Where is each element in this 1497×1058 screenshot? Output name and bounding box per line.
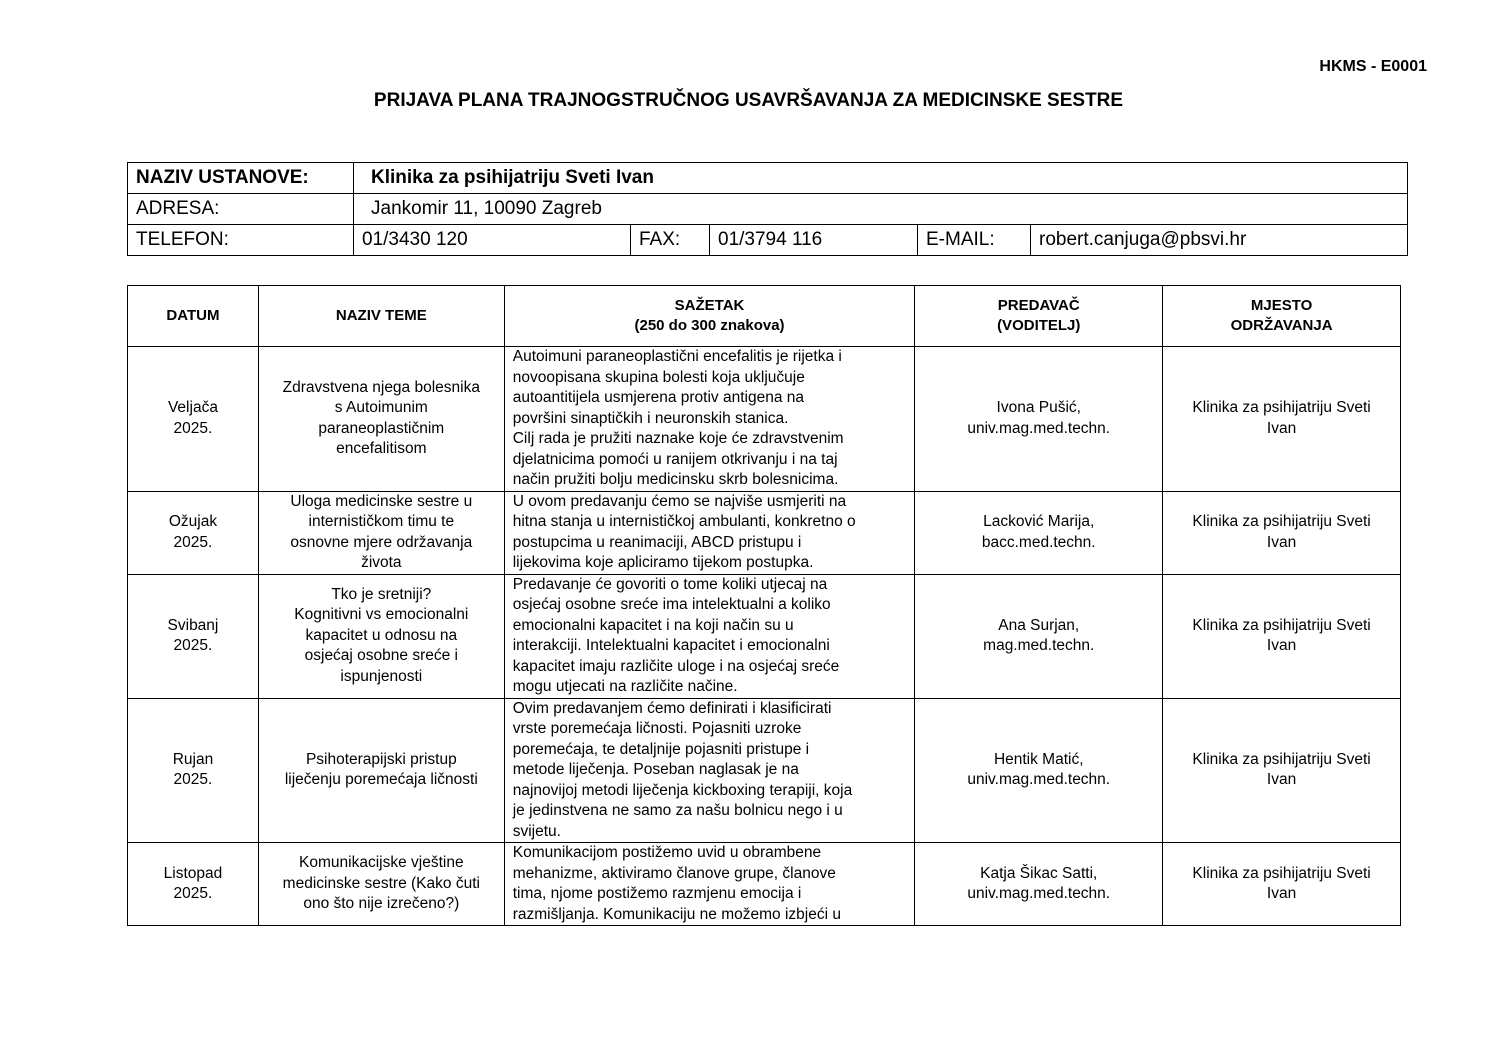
table-row	[128, 574, 1401, 698]
row-summary: Predavanje će govoriti o tome koliki utjecaj na osjećaj osobne sreće ima intelektualni a koliko emocionalni kapacitet i na koji način su u interakciji. Intelektualni kapacitet i emocionalni kapacitet imaju različite uloge i na osjećaj sreće mogu utjecati na različite načine.	[504, 574, 915, 698]
header-date: DATUM	[128, 286, 259, 347]
header-summary: SAŽETAK (250 do 300 znakova)	[504, 286, 915, 347]
row-topic: Uloga medicinske sestre u internističkom timu te osnovne mjere održavanja života	[258, 491, 504, 574]
row-lecturer: Ana Surjan, mag.med.techn.	[915, 574, 1163, 698]
row-summary: Komunikacijom postižemo uvid u obrambene mehanizme, aktiviramo članove grupe, članove tima, njome postižemo razmjenu emocija i razmišljanja. Komunikaciju ne možemo izbjeći u	[504, 843, 915, 926]
row-location: Klinika za psihijatriju Sveti Ivan	[1163, 698, 1401, 843]
document-title: PRIJAVA PLANA TRAJNOGSTRUČNOG USAVRŠAVANJA ZA MEDICINSKE SESTRE	[373, 90, 1124, 111]
row-date: Veljača 2025.	[128, 347, 259, 492]
row-lecturer: Hentik Matić, univ.mag.med.techn.	[915, 698, 1163, 843]
row-date: Svibanj 2025.	[128, 574, 259, 698]
document-code: HKMS - E0001	[1319, 58, 1427, 75]
phone-label: TELEFON:	[128, 225, 354, 256]
email-label: E-MAIL:	[918, 225, 1031, 256]
table-row	[128, 843, 1401, 926]
row-date: Rujan 2025.	[128, 698, 259, 843]
row-topic: Zdravstvena njega bolesnika s Autoimunim paraneoplastičnim encefalitisom	[258, 347, 504, 492]
header-topic: NAZIV TEME	[258, 286, 504, 347]
table-row	[128, 347, 1401, 492]
fax-value: 01/3794 116	[710, 225, 918, 256]
table-row	[128, 491, 1401, 574]
row-location: Klinika za psihijatriju Sveti Ivan	[1163, 491, 1401, 574]
header-location: MJESTO ODRŽAVANJA	[1163, 286, 1401, 347]
address-label: ADRESA:	[128, 194, 354, 225]
row-topic: Psihoterapijski pristup liječenju poremećaja ličnosti	[258, 698, 504, 843]
table-row	[128, 698, 1401, 843]
row-date: Ožujak 2025.	[128, 491, 259, 574]
institution-name: Klinika za psihijatriju Sveti Ivan	[354, 163, 1408, 194]
row-topic: Komunikacijske vještine medicinske sestre (Kako čuti ono što nije izrečeno?)	[258, 843, 504, 926]
email-value: robert.canjuga@pbsvi.hr	[1031, 225, 1408, 256]
row-summary: Ovim predavanjem ćemo definirati i klasificirati vrste poremećaja ličnosti. Pojasniti uzroke poremećaja, te detaljnije pojasniti pristupe i metode liječenja. Poseban naglasak je na najnovijoj metodi liječenja kickboxing terapiji, koja je jedinstvena ne samo za našu bolnicu nego i u svijetu.	[504, 698, 915, 843]
education-plan-table	[127, 285, 1401, 926]
row-topic: Tko je sretniji? Kognitivni vs emocionalni kapacitet u odnosu na osjećaj osobne sreće i ispunjenosti	[258, 574, 504, 698]
row-lecturer: Ivona Pušić, univ.mag.med.techn.	[915, 347, 1163, 492]
institution-info-table	[127, 162, 1408, 256]
phone-value: 01/3430 120	[354, 225, 631, 256]
row-location: Klinika za psihijatriju Sveti Ivan	[1163, 574, 1401, 698]
row-location: Klinika za psihijatriju Sveti Ivan	[1163, 843, 1401, 926]
row-lecturer: Katja Šikac Satti, univ.mag.med.techn.	[915, 843, 1163, 926]
row-location: Klinika za psihijatriju Sveti Ivan	[1163, 347, 1401, 492]
row-date: Listopad 2025.	[128, 843, 259, 926]
institution-name-label: NAZIV USTANOVE:	[128, 163, 354, 194]
row-summary: U ovom predavanju ćemo se najviše usmjeriti na hitna stanja u internističkoj ambulanti, konkretno o postupcima u reanimaciji, ABCD pristupu i lijekovima koje apliciramo tijekom postupka.	[504, 491, 915, 574]
address-value: Jankomir 11, 10090 Zagreb	[354, 194, 1408, 225]
row-summary: Autoimuni paraneoplastični encefalitis je rijetka i novoopisana skupina bolesti koja uključuje autoantitijela usmjerena protiv antigena na površini sinaptičkih i neuronskih stanica. Cilj rada je pružiti naznake koje će zdravstvenim djelatnicima pomoći u ranijem otkrivanju i na taj način pružiti bolju medicinsku skrb bolesnicima.	[504, 347, 915, 492]
fax-label: FAX:	[631, 225, 710, 256]
table-header-row	[128, 286, 1401, 347]
header-lecturer: PREDAVAČ (VODITELJ)	[915, 286, 1163, 347]
row-lecturer: Lacković Marija, bacc.med.techn.	[915, 491, 1163, 574]
